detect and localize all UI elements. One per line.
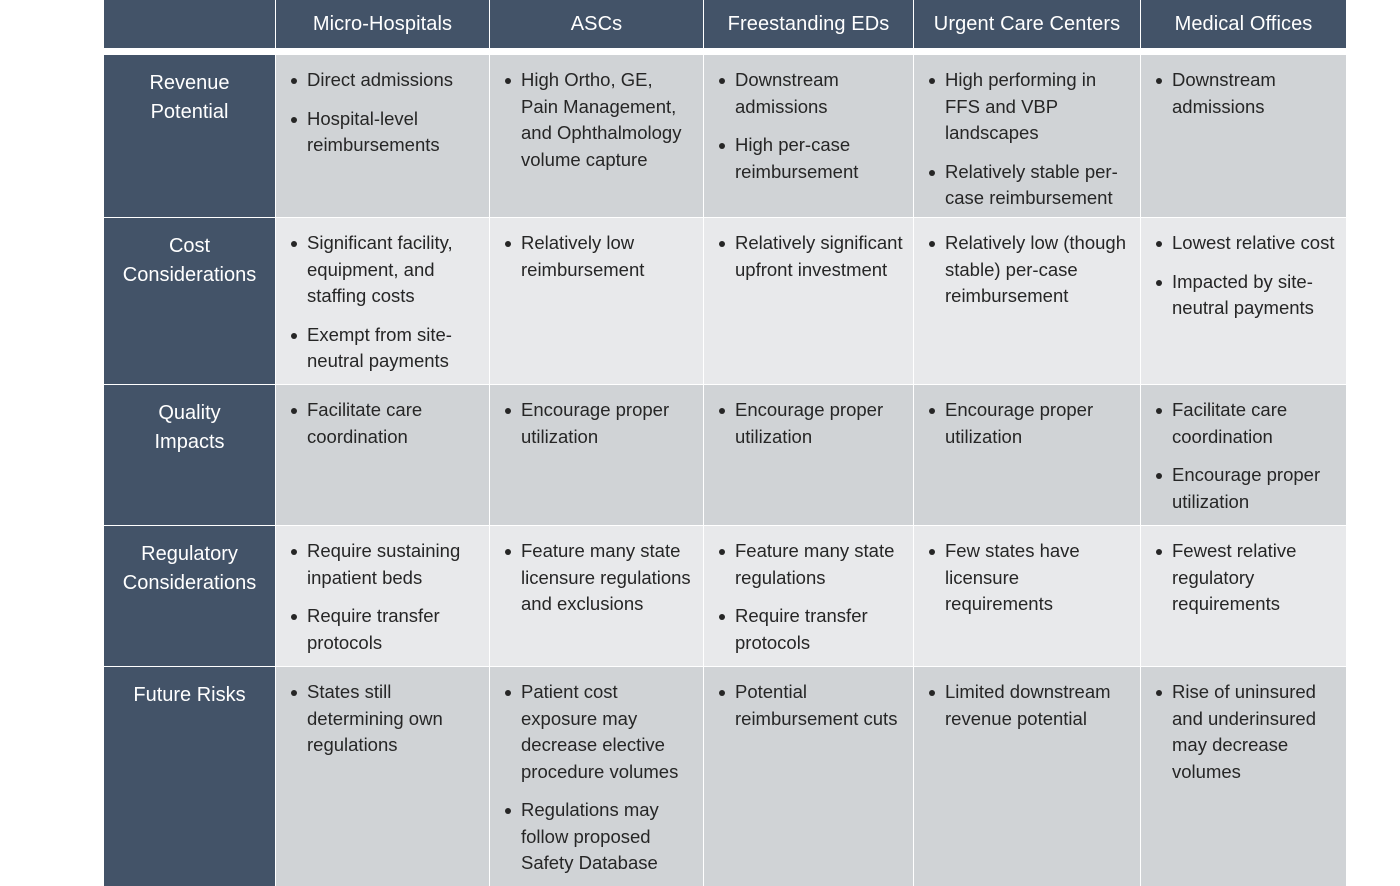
comparison-table — [104, 0, 1346, 886]
bullet-item: Require transfer protocols — [288, 603, 479, 656]
column-header-micro-hospitals: Micro-Hospitals — [275, 0, 489, 48]
bullet-list — [1153, 397, 1336, 515]
bullet-item: Relatively low reimbursement — [502, 230, 693, 283]
cell-regulatory-considerations-urgent-care-centers — [913, 525, 1140, 666]
bullet-list — [716, 679, 903, 732]
row-label-quality-impacts — [104, 384, 275, 525]
cell-revenue-potential-ascs — [489, 54, 703, 217]
bullet-item: High performing in FFS and VBP landscapes — [926, 67, 1130, 147]
row-label-line: Quality — [158, 402, 221, 424]
row-label-line: Cost — [168, 235, 211, 257]
row-label-line: Considerations — [122, 264, 257, 286]
bullet-item: High Ortho, GE, Pain Management, and Ophthalmology volume capture — [502, 67, 693, 173]
bullet-list — [716, 397, 903, 450]
bullet-item: Significant facility, equipment, and staffing costs — [288, 230, 479, 310]
bullet-list — [926, 538, 1130, 618]
header-corner — [104, 0, 275, 48]
bullet-list — [1153, 67, 1336, 120]
cell-revenue-potential-urgent-care-centers — [913, 54, 1140, 217]
bullet-item: High per-case reimbursement — [716, 132, 903, 185]
cell-future-risks-freestanding-eds — [703, 666, 913, 886]
bullet-item: States still determining own regulations — [288, 679, 479, 759]
bullet-item: Fewest relative regulatory requirements — [1153, 538, 1336, 618]
bullet-item: Regulations may follow proposed Safety Database — [502, 797, 693, 877]
bullet-item: Relatively low (though stable) per-case reimbursement — [926, 230, 1130, 310]
column-header-freestanding-eds: Freestanding EDs — [703, 0, 913, 48]
bullet-list — [1153, 230, 1336, 322]
bullet-list — [288, 67, 479, 159]
cell-future-risks-urgent-care-centers — [913, 666, 1140, 886]
cell-future-risks-micro-hospitals — [275, 666, 489, 886]
row-label-line: Impacts — [154, 431, 225, 453]
cell-revenue-potential-medical-offices — [1140, 54, 1346, 217]
bullet-list — [926, 230, 1130, 310]
bullet-item: Relatively stable per-case reimbursement — [926, 159, 1130, 212]
cell-cost-considerations-micro-hospitals — [275, 217, 489, 384]
cell-regulatory-considerations-freestanding-eds — [703, 525, 913, 666]
bullet-list — [288, 397, 479, 450]
bullet-item: Encourage proper utilization — [502, 397, 693, 450]
bullet-list — [502, 230, 693, 283]
cell-cost-considerations-ascs — [489, 217, 703, 384]
bullet-item: Feature many state licensure regulations and exclusions — [502, 538, 693, 618]
row-label-regulatory-considerations — [104, 525, 275, 666]
bullet-item: Limited downstream revenue potential — [926, 679, 1130, 732]
row-label-revenue-potential — [104, 54, 275, 217]
bullet-list — [502, 67, 693, 173]
cell-cost-considerations-urgent-care-centers — [913, 217, 1140, 384]
bullet-list — [288, 538, 479, 656]
cell-future-risks-medical-offices — [1140, 666, 1346, 886]
bullet-list — [288, 230, 479, 375]
bullet-item: Require transfer protocols — [716, 603, 903, 656]
bullet-item: Impacted by site-neutral payments — [1153, 269, 1336, 322]
cell-future-risks-ascs — [489, 666, 703, 886]
cell-regulatory-considerations-medical-offices — [1140, 525, 1346, 666]
bullet-item: Encourage proper utilization — [716, 397, 903, 450]
bullet-list — [716, 67, 903, 185]
column-header-ascs: ASCs — [489, 0, 703, 48]
cell-revenue-potential-micro-hospitals — [275, 54, 489, 217]
column-header-medical-offices: Medical Offices — [1140, 0, 1346, 48]
bullet-item: Facilitate care coordination — [288, 397, 479, 450]
bullet-list — [1153, 679, 1336, 785]
bullet-item: Hospital-level reimbursements — [288, 106, 479, 159]
cell-quality-impacts-medical-offices — [1140, 384, 1346, 525]
bullet-item: Encourage proper utilization — [1153, 462, 1336, 515]
bullet-list — [926, 67, 1130, 212]
bullet-item: Direct admissions — [288, 67, 479, 94]
bullet-list — [502, 397, 693, 450]
bullet-item: Patient cost exposure may decrease elective procedure volumes — [502, 679, 693, 785]
bullet-item: Downstream admissions — [716, 67, 903, 120]
row-label-future-risks — [104, 666, 275, 886]
cell-quality-impacts-freestanding-eds — [703, 384, 913, 525]
bullet-list — [716, 230, 903, 283]
bullet-list — [1153, 538, 1336, 618]
cell-quality-impacts-urgent-care-centers — [913, 384, 1140, 525]
bullet-item: Downstream admissions — [1153, 67, 1336, 120]
column-header-urgent-care-centers: Urgent Care Centers — [913, 0, 1140, 48]
bullet-list — [926, 397, 1130, 450]
bullet-item: Exempt from site-neutral payments — [288, 322, 479, 375]
bullet-item: Potential reimbursement cuts — [716, 679, 903, 732]
bullet-list — [288, 679, 479, 759]
row-label-line: Considerations — [122, 572, 257, 594]
bullet-item: Rise of uninsured and underinsured may decrease volumes — [1153, 679, 1336, 785]
cell-revenue-potential-freestanding-eds — [703, 54, 913, 217]
row-label-cost-considerations — [104, 217, 275, 384]
row-label-line: Regulatory — [141, 543, 238, 565]
bullet-item: Encourage proper utilization — [926, 397, 1130, 450]
bullet-item: Feature many state regulations — [716, 538, 903, 591]
row-label-line: Future Risks — [133, 684, 246, 706]
bullet-list — [926, 679, 1130, 732]
bullet-list — [502, 679, 693, 877]
bullet-item: Few states have licensure requirements — [926, 538, 1130, 618]
bullet-item: Lowest relative cost — [1153, 230, 1336, 257]
bullet-item: Require sustaining inpatient beds — [288, 538, 479, 591]
row-label-line: Potential — [150, 101, 229, 123]
bullet-item: Facilitate care coordination — [1153, 397, 1336, 450]
cell-quality-impacts-ascs — [489, 384, 703, 525]
bullet-list — [716, 538, 903, 656]
bullet-item: Relatively significant upfront investment — [716, 230, 903, 283]
cell-quality-impacts-micro-hospitals — [275, 384, 489, 525]
cell-regulatory-considerations-ascs — [489, 525, 703, 666]
cell-cost-considerations-medical-offices — [1140, 217, 1346, 384]
cell-regulatory-considerations-micro-hospitals — [275, 525, 489, 666]
cell-cost-considerations-freestanding-eds — [703, 217, 913, 384]
row-label-line: Revenue — [149, 72, 230, 94]
bullet-list — [502, 538, 693, 618]
